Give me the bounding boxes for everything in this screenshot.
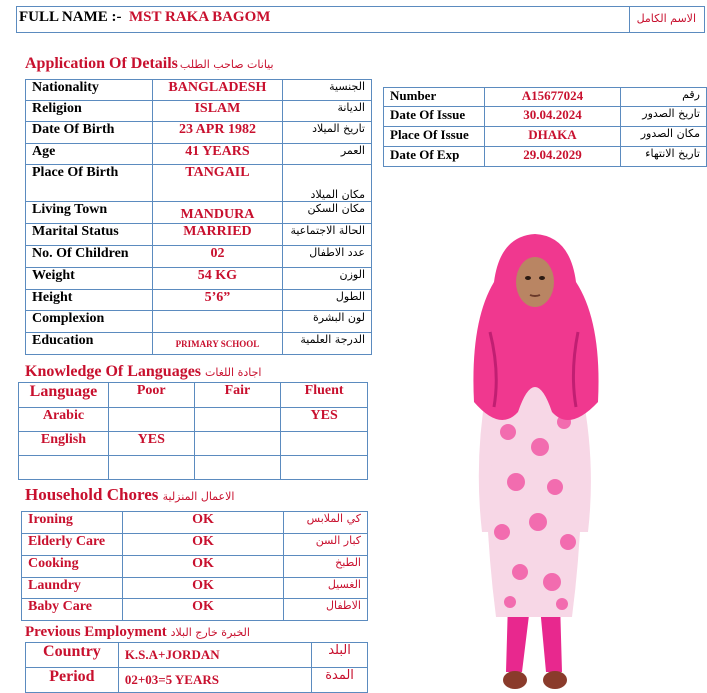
details-title: Application Of Details بيانات صاحب الطلب <box>25 55 274 72</box>
applicant-photo <box>460 232 610 693</box>
table-row: No. Of Children 02 عدد الاطفال <box>26 246 372 268</box>
employment-table <box>25 642 368 693</box>
table-row: Marital Status MARRIED الحالة الاجتماعية <box>26 224 372 246</box>
right-eye <box>539 276 545 280</box>
table-row: Height 5’6” الطول <box>26 290 372 311</box>
full-name-value: MST RAKA BAGOM <box>129 9 271 25</box>
table-row: Place Of Issue DHAKA مكان الصدور <box>384 127 707 147</box>
face <box>516 257 554 307</box>
table-row: Laundry OK الغسيل <box>22 578 368 599</box>
table-row: Nationality BANGLADESH الجنسية <box>26 80 372 101</box>
table-row: Date Of Birth 23 APR 1982 تاريخ الميلاد <box>26 122 372 144</box>
chores-title: Household Chores الاعمال المنزلية <box>25 485 235 504</box>
table-row: Language Poor Fair Fluent <box>19 383 368 408</box>
left-foot <box>503 671 527 689</box>
table-row: Country K.S.A+JORDAN البلد <box>26 643 368 668</box>
right-foot <box>543 671 567 689</box>
full-name-arabic: الاسم الكامل <box>636 12 696 25</box>
table-row: Complexion لون البشرة <box>26 311 372 333</box>
left-eye <box>525 276 531 280</box>
languages-table <box>18 382 368 480</box>
passport-table <box>383 87 707 167</box>
table-row: Living Town MANDURA مكان السكن <box>26 202 372 224</box>
table-row: Religion ISLAM الديانة <box>26 101 372 122</box>
full-name-label: FULL NAME :- <box>19 9 122 25</box>
employment-title: Previous Employment الخبرة خارج البلاد <box>25 624 250 640</box>
table-row: Period 02+03=5 YEARS المدة <box>26 668 368 693</box>
table-row: Date Of Exp 29.04.2029 تاريخ الانتهاء <box>384 147 707 167</box>
table-row <box>19 456 368 480</box>
table-row: Weight 54 KG الوزن <box>26 268 372 290</box>
table-row: Ironing OK كي الملابس <box>22 512 368 534</box>
full-name-divider <box>629 7 630 32</box>
table-row: Baby Care OK الاطفال <box>22 599 368 621</box>
table-row: Date Of Issue 30.04.2024 تاريخ الصدور <box>384 107 707 127</box>
table-row: Cooking OK الطبخ <box>22 556 368 578</box>
table-row: English YES <box>19 432 368 456</box>
table-row: Arabic YES <box>19 408 368 432</box>
table-row: Education PRIMARY SCHOOL الدرجة العلمية <box>26 333 372 355</box>
table-row: Place Of Birth TANGAIL مكان الميلاد <box>26 165 372 202</box>
table-row: Elderly Care OK كبار السن <box>22 534 368 556</box>
languages-title: Knowledge Of Languages اجادة اللغات <box>25 363 262 380</box>
details-table <box>25 79 372 355</box>
chores-table <box>21 511 368 621</box>
table-row: Number A15677024 رقم <box>384 88 707 107</box>
mouth <box>530 295 540 296</box>
full-name-bar <box>16 6 705 33</box>
table-row: Age 41 YEARS العمر <box>26 144 372 165</box>
